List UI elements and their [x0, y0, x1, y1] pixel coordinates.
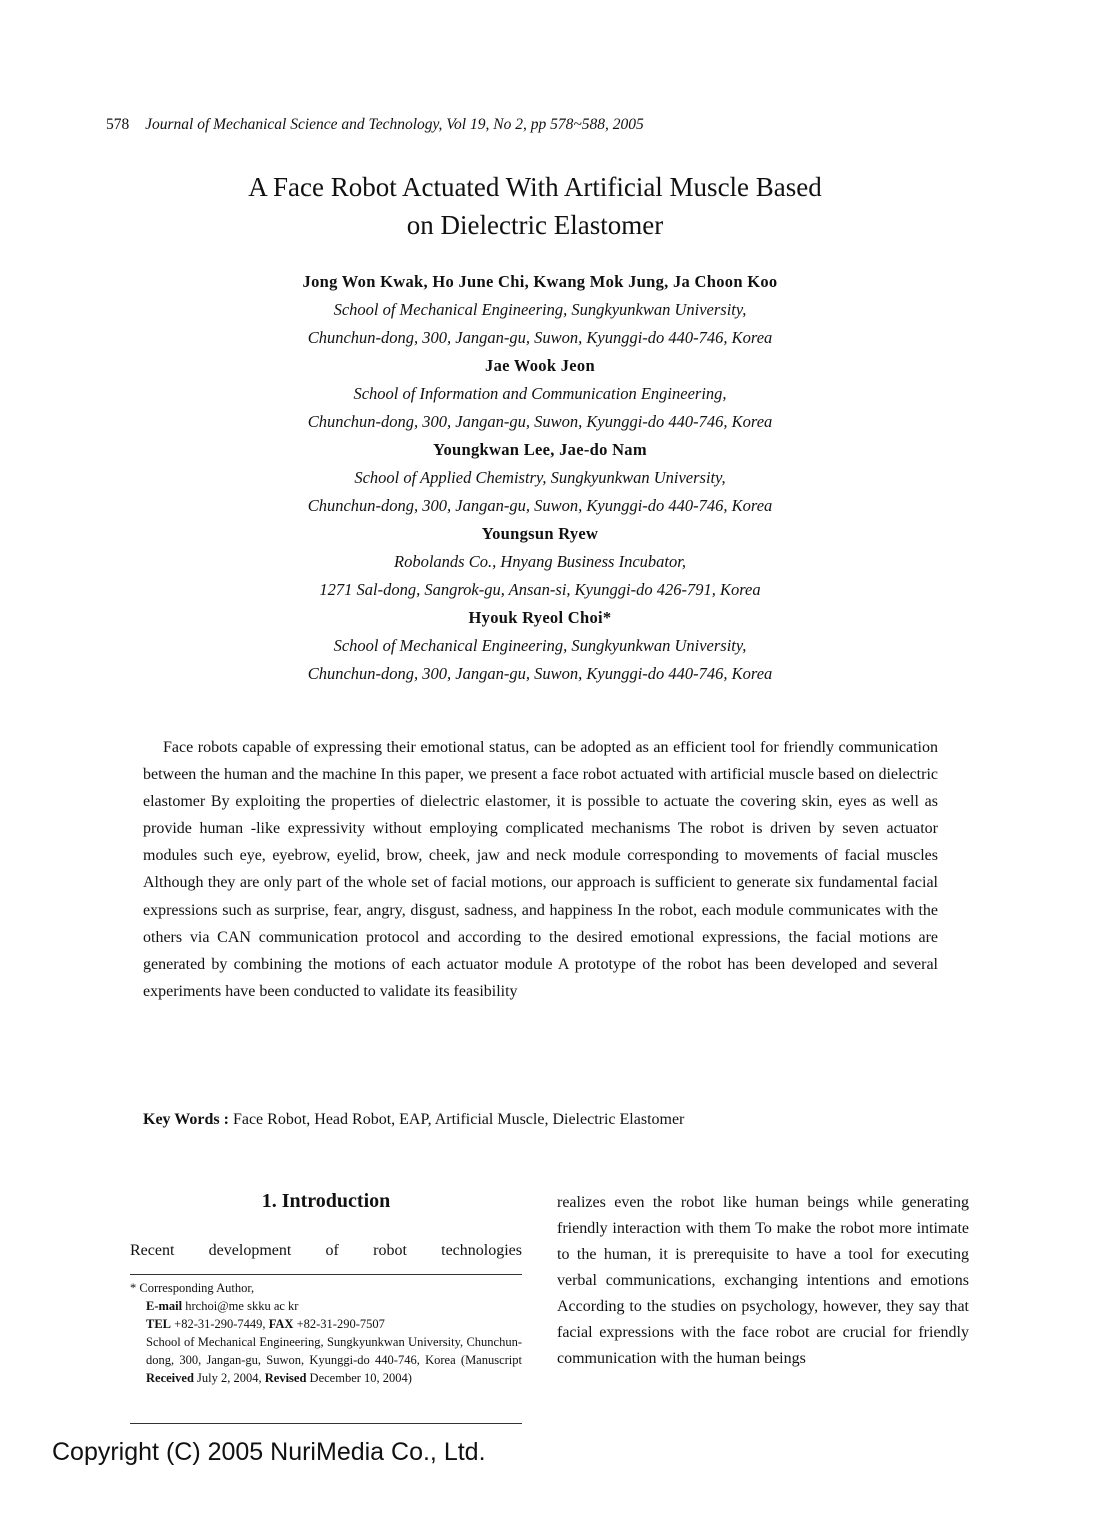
footnote-fax-label: FAX: [268, 1317, 294, 1331]
author-names-5: Hyouk Ryeol Choi*: [468, 608, 612, 627]
running-header: [106, 116, 1006, 134]
author-affiliation-2b: Chunchun-dong, 300, Jangan-gu, Suwon, Kyunggi-do 440-746, Korea: [307, 412, 773, 431]
introduction-text-left: Recent development of robot technologies: [130, 1242, 522, 1259]
footnote-revised-value: December 10, 2004): [309, 1371, 412, 1385]
author-affiliation-5b: Chunchun-dong, 300, Jangan-gu, Suwon, Kyunggi-do 440-746, Korea: [307, 664, 773, 683]
footnote-email-label: E-mail: [146, 1299, 183, 1313]
footnote-tel-label: TEL: [146, 1317, 172, 1331]
author-affiliation-4a: Robolands Co., Hnyang Business Incubator,: [394, 552, 686, 571]
author-names-1: Jong Won Kwak, Ho June Chi, Kwang Mok Jung, Ja Choon Koo: [302, 272, 778, 291]
author-affiliation-1b: Chunchun-dong, 300, Jangan-gu, Suwon, Kyunggi-do 440-746, Korea: [307, 328, 773, 347]
author-affiliation-4b: 1271 Sal-dong, Sangrok-gu, Ansan-si, Kyunggi-do 426-791, Korea: [319, 580, 761, 599]
footnote-address: [130, 1333, 522, 1387]
footnote-revised-label: Revised: [264, 1371, 307, 1385]
footnote-tel-value: +82-31-290-7449,: [174, 1317, 266, 1331]
abstract-text: Face robots capable of expressing their emotional status, can be adopted as an efficient tool for friendly communication between the human and the machine In this paper, we present a face robot actuated with artificial muscle based on dielectric elastomer By exploiting the properties of dielectric elastomer, it is possible to actuate the covering skin, eyes as well as provide human -like expressivity without employing complicated mechanisms The robot is driven by seven actuator modules such eye, eyebrow, eyelid, brow, cheek, jaw and neck module corresponding to movements of facial muscles Although they are only part of the whole set of facial motions, our approach is sufficient to generate six fundamental facial expressions such as surprise, fear, angry, disgust, sadness, and happiness In the robot, each module communicates with the others via CAN communication protocol and according to the desired emotional expressions, the facial motions are generated by combining the motions of each actuator module A prototype of the robot has been developed and several experiments have been conducted to validate its feasibility: [143, 739, 938, 1000]
keywords-label: Key Words :: [143, 1111, 229, 1128]
author-block: [140, 268, 940, 688]
keywords-value: Face Robot, Head Robot, EAP, Artificial Muscle, Dielectric Elastomer: [232, 1111, 685, 1128]
footnote-address-text: School of Mechanical Engineering, Sungkyunkwan University, Chunchun-dong, 300, Jangan-gu, Suwon, Kyunggi-do 440-746, Korea (Manuscript: [146, 1335, 522, 1367]
footnote-phone: [130, 1315, 522, 1333]
footnote-email: [130, 1297, 522, 1315]
footnote-corresponding: * Corresponding Author,: [130, 1281, 255, 1295]
footnote-received-value: July 2, 2004,: [197, 1371, 262, 1385]
author-affiliation-5a: School of Mechanical Engineering, Sungkyunkwan University,: [333, 636, 747, 655]
author-names-4: Youngsun Ryew: [481, 524, 599, 543]
author-affiliation-1a: School of Mechanical Engineering, Sungkyunkwan University,: [333, 300, 747, 319]
paper-title: [130, 168, 940, 244]
journal-citation: Journal of Mechanical Science and Technology, Vol 19, No 2, pp 578~588, 2005: [145, 116, 644, 133]
footnote-divider-top: [130, 1274, 522, 1275]
introduction-text-right: realizes even the robot like human beings while generating friendly interaction with them To make the robot more intimate to the human, it is prerequisite to have a tool for executing verbal communications, exchanging intentions and emotions According to the studies on psychology, however, they say that facial expressions with the face robot are crucial for friendly communication with the human beings: [557, 1194, 969, 1367]
author-affiliation-2a: School of Information and Communication Engineering,: [353, 384, 727, 403]
copyright-notice: Copyright (C) 2005 NuriMedia Co., Ltd.: [52, 1438, 486, 1466]
footnote-fax-value: +82-31-290-7507: [296, 1317, 385, 1331]
footnote-email-value: hrchoi@me skku ac kr: [185, 1299, 299, 1313]
keywords-line: [143, 1111, 943, 1129]
author-names-2: Jae Wook Jeon: [485, 356, 595, 375]
author-affiliation-3b: Chunchun-dong, 300, Jangan-gu, Suwon, Kyunggi-do 440-746, Korea: [307, 496, 773, 515]
footnote-received-label: Received: [146, 1371, 194, 1385]
page-number: 578: [106, 116, 130, 133]
author-affiliation-3a: School of Applied Chemistry, Sungkyunkwan University,: [354, 468, 726, 487]
section-heading-introduction: 1. Introduction: [261, 1190, 391, 1212]
footnote-block: [130, 1279, 522, 1387]
author-names-3: Youngkwan Lee, Jae-do Nam: [433, 440, 647, 459]
footnote-divider-bottom: [130, 1423, 522, 1424]
paper-title-line-1: A Face Robot Actuated With Artificial Muscle Based: [248, 172, 822, 202]
paper-title-line-2: on Dielectric Elastomer: [406, 210, 664, 240]
